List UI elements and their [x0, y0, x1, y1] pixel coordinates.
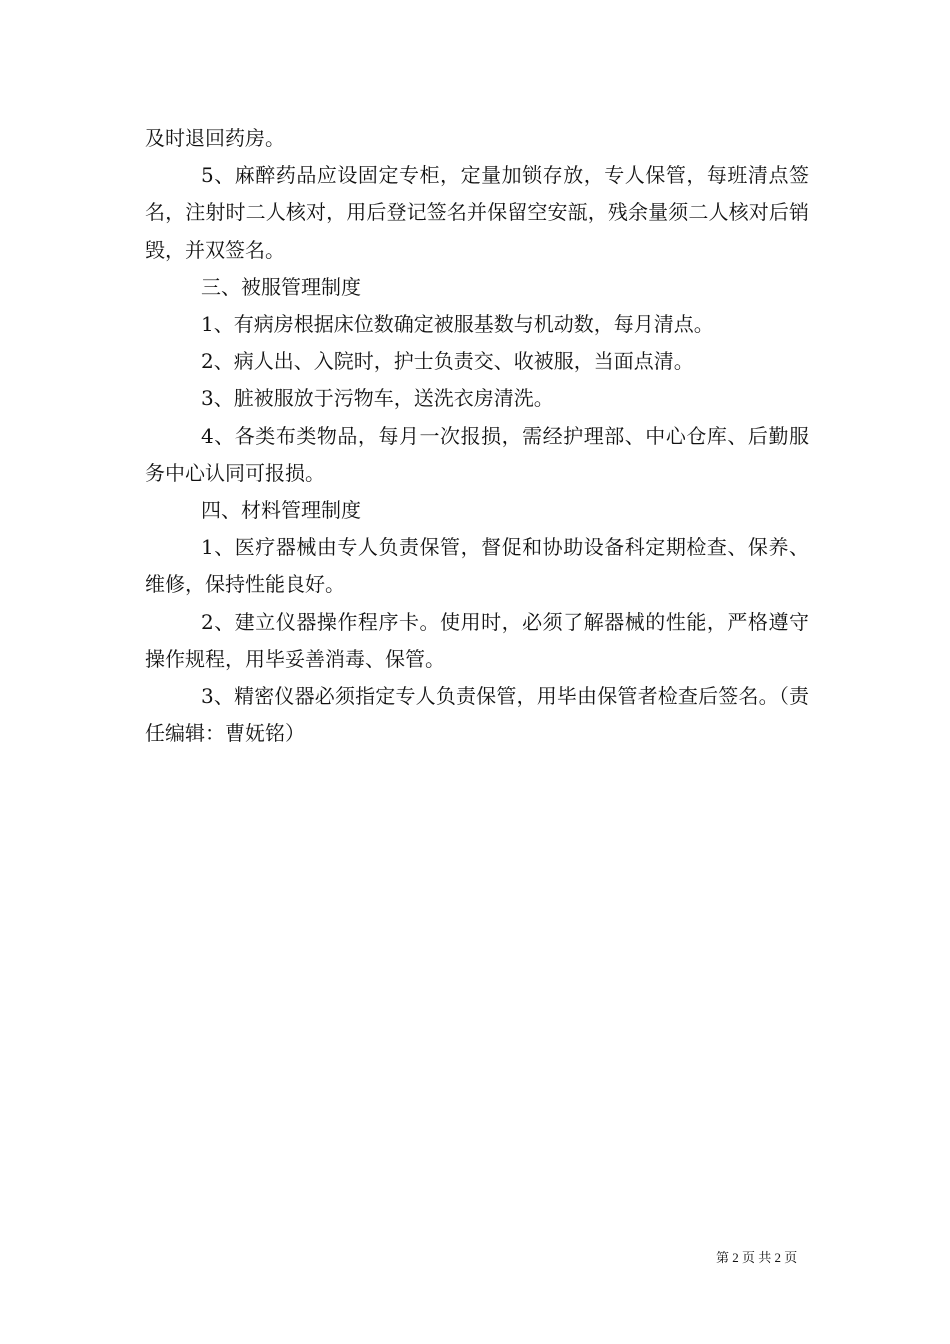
page-number-footer: 第 2 页 共 2 页 — [716, 1250, 798, 1265]
paragraph-continuation: 及时退回药房。 — [145, 126, 285, 150]
paragraph-item-5-narcotics: 5、麻醉药品应设固定专柜，定量加锁存放，专人保管，每班清点签名，注射时二人核对，用后登记签名并保留空安瓿，残余量须二人核对后销毁，并双签名。 — [145, 163, 809, 262]
section-heading-materials: 四、材料管理制度 — [201, 498, 361, 523]
paragraph-materials-item-3: 3、精密仪器必须指定专人负责保管，用毕由保管者检查后签名。（责任编辑：曹妩铭） — [145, 684, 809, 746]
paragraph-materials-item-1: 1、医疗器械由专人负责保管，督促和协助设备科定期检查、保养、维修，保持性能良好。 — [145, 535, 809, 597]
paragraph-bedding-item-4: 4、各类布类物品，每月一次报损，需经护理部、中心仓库、后勤服务中心认同可报损。 — [145, 423, 809, 485]
document-body — [145, 120, 809, 752]
paragraph-bedding-item-3: 3、脏被服放于污物车，送洗衣房清洗。 — [201, 386, 554, 411]
section-heading-bedding: 三、被服管理制度 — [201, 274, 361, 299]
paragraph-bedding-item-1: 1、有病房根据床位数确定被服基数与机动数，每月清点。 — [201, 312, 714, 337]
paragraph-bedding-item-2: 2、病人出、入院时，护士负责交、收被服，当面点清。 — [201, 349, 694, 374]
paragraph-materials-item-2: 2、建立仪器操作程序卡。使用时，必须了解器械的性能，严格遵守操作规程，用毕妥善消毒、保管。 — [145, 609, 809, 671]
